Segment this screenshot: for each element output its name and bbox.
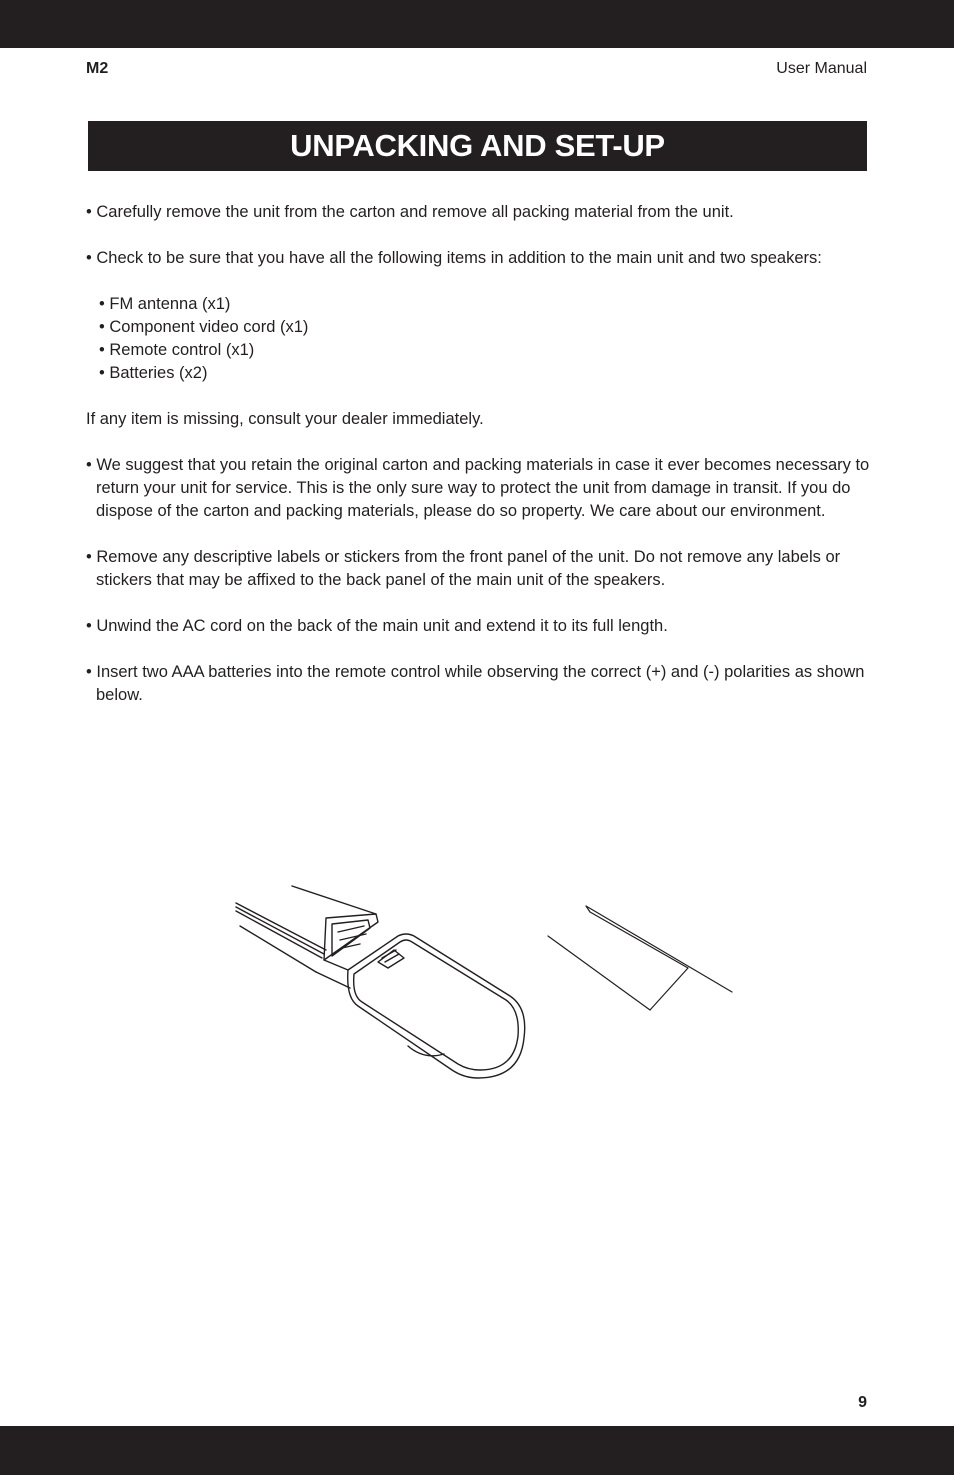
remote-battery-illustration [228,878,748,1088]
top-bar [0,0,954,48]
instruction-remove-unit: • Carefully remove the unit from the carton and remove all packing material from the unit. [86,203,734,221]
page-number: 9 [858,1394,867,1411]
instruction-unwind-cord: • Unwind the AC cord on the back of the main unit and extend it to its full length. [86,617,668,635]
list-item: • Batteries (x2) [99,364,208,382]
section-title-text: UNPACKING AND SET-UP [290,128,665,163]
section-title [88,121,867,171]
model-name: M2 [86,60,109,77]
bottom-bar [0,1426,954,1475]
document-type: User Manual [776,60,867,77]
list-item: • FM antenna (x1) [99,295,231,313]
instruction-check-items: • Check to be sure that you have all the following items in addition to the main unit and two speakers: [86,249,822,267]
instruction-remove-labels: • Remove any descriptive labels or stickers from the front panel of the unit. Do not remove any labels or stickers that may be affixed to the back panel of the main unit of the speakers. [86,548,841,589]
instructions-body [86,201,872,730]
list-item: • Remote control (x1) [99,341,255,359]
missing-item-note: If any item is missing, consult your dealer immediately. [86,410,484,428]
remote-control-drawing [236,886,525,1078]
list-item: • Component video cord (x1) [99,318,309,336]
instruction-retain-carton: • We suggest that you retain the original carton and packing materials in case it ever becomes necessary to return your unit for service. This is the only sure way to protect the unit from damage in transit. If you do dispose of the carton and packing materials, please do so property. We care about our environment. [86,456,870,520]
instruction-insert-batteries: • Insert two AAA batteries into the remote control while observing the correct (+) and (-) polarities as shown below. [86,663,865,704]
battery-door-outline [548,906,732,1010]
included-items-list [86,293,872,385]
